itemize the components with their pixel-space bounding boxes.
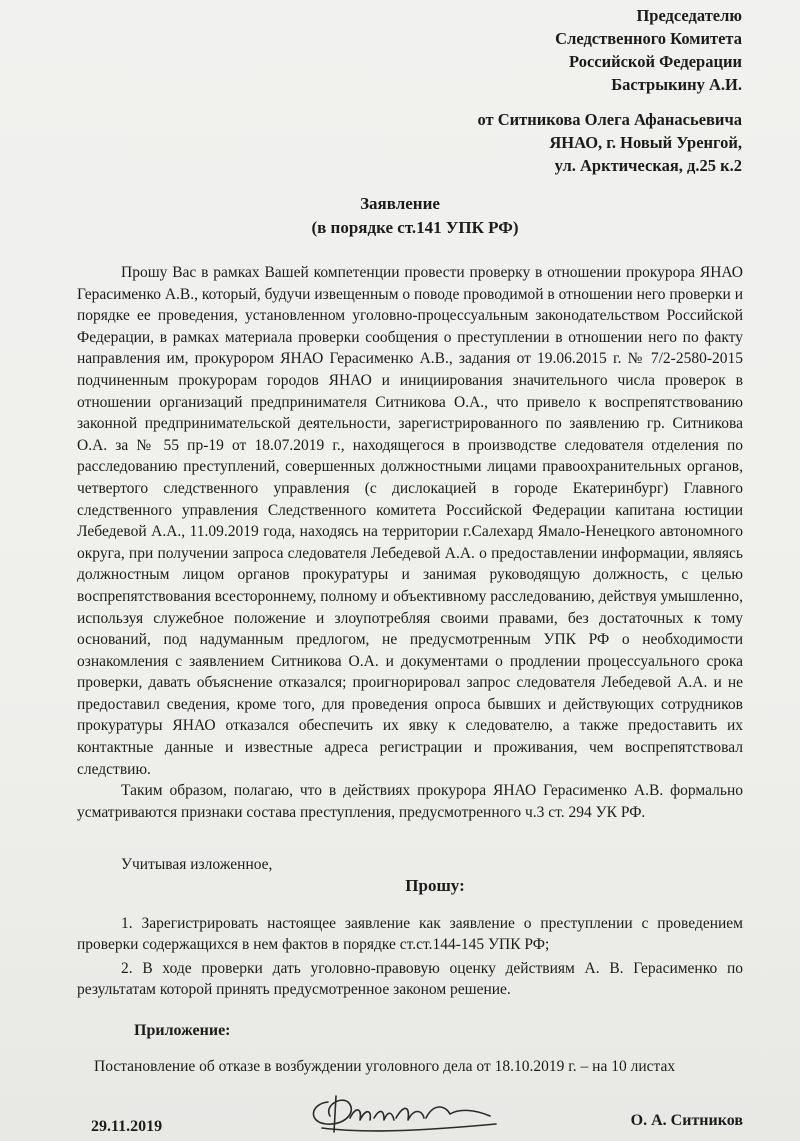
- addressee-line: Бастрыкину А.И.: [611, 75, 742, 94]
- request-item: 2. В ходе проверки дать уголовно-правовую оценку действиям А. В. Герасименко по результатам которой принять предусмотренное законом решение.: [77, 960, 743, 998]
- sender-block: [477, 108, 742, 177]
- addressee-line: Следственного Комитета: [555, 29, 742, 48]
- body-paragraph: Прошу Вас в рамках Вашей компетенции провести проверку в отношении прокурора ЯНАО Герасименко А.В., который, будучи извещенным о поводе проводимой в отношении него проверки и порядке ее проведения, установленном уголовно-процессуальным законодательством Российской Федерации, в рамках материала проверки сообщения о преступлении в отношении него по факту направления им, прокурором ЯНАО Герасименко А.В., задания от 19.06.2015 г. № 7/2-2580-2015 подчиненным прокурорам городов ЯНАО и инициирования значительного числа проверок в отношении организаций предпринимателя Ситникова О.А., что привело к воспрепятствованию законной предпринимательской деятельности, зарегистрированного по заявлению гр. Ситникова О.А. за № 55 пр-19 от 18.07.2019 г., находящегося в производстве следователя отделения по расследованию преступлений, совершенных должностными лицами правоохранительных органов, четвертого следственного управления (с дислокацией в городе Екатеринбург) Главного следственного управления Следственного комитета Российской Федерации капитана юстиции Лебедевой А.А., 11.09.2019 года, находясь на территории г.Салехард Ямало-Ненецкого автономного округа, при получении запроса следователя Лебедевой А.А. о предоставлении информации, являясь должностным лицом органов прокуратуры и занимая руководящую должность, с целью воспрепятствования всестороннему, полному и объективному расследованию, действуя умышленно, используя служебное положение и злоупотребляя своими правами, без достаточных к тому оснований, под надуманным предлогом, не предусмотренным УПК РФ о необходимости ознакомления с заявлением Ситникова О.А. и документами о продлении процессуального срока проверки, давать объяснение отказался; проигнорировал запрос следователя Лебедевой А.А. и не предоставил сведения, кроме того, для проведения опроса бывших и действующих сотрудников прокуратуры ЯНАО отказался обеспечить их явку к следователю, а также предоставить их контактные данные и известные адреса регистрации и проживания, чем воспрепятствовал следствию.: [77, 264, 743, 778]
- document-title: [0, 192, 800, 240]
- document-date: 29.11.2019: [91, 1118, 163, 1135]
- request-list: [77, 913, 743, 1003]
- sender-line: от Ситникова Олега Афанасьевича: [477, 110, 742, 129]
- title-subline: (в порядке ст.141 УПК РФ): [311, 218, 519, 237]
- addressee-line: Российской Федерации: [569, 52, 742, 71]
- request-item: 1. Зарегистрировать настоящее заявление как заявление о преступлении с проведением проверки содержащихся в нем фактов в порядке ст.ст.144-145 УПК РФ;: [77, 915, 743, 953]
- addressee-line: Председателю: [636, 6, 742, 25]
- title-line: Заявление: [360, 194, 440, 213]
- sender-line: ул. Арктическая, д.25 к.2: [554, 156, 742, 175]
- body-paragraph: Таким образом, полагаю, что в действиях прокурора ЯНАО Герасименко А.В. формально усматриваются признаки состава преступления, предусмотренного ч.3 ст. 294 УК РФ.: [77, 782, 743, 821]
- request-heading: Прошу:: [405, 876, 465, 895]
- addressee-block: [555, 4, 742, 96]
- attachment-heading: Приложение:: [134, 1022, 231, 1039]
- statement-body: [77, 262, 743, 823]
- considering-text: Учитывая изложенное,: [121, 856, 273, 873]
- signer-name: О. А. Ситников: [630, 1112, 743, 1129]
- handwritten-signature: [300, 1088, 510, 1141]
- sender-line: ЯНАО, г. Новый Уренгой,: [549, 133, 742, 152]
- attachment-text: Постановление об отказе в возбуждении уголовного дела от 18.10.2019 г. – на 10 листах: [94, 1058, 676, 1075]
